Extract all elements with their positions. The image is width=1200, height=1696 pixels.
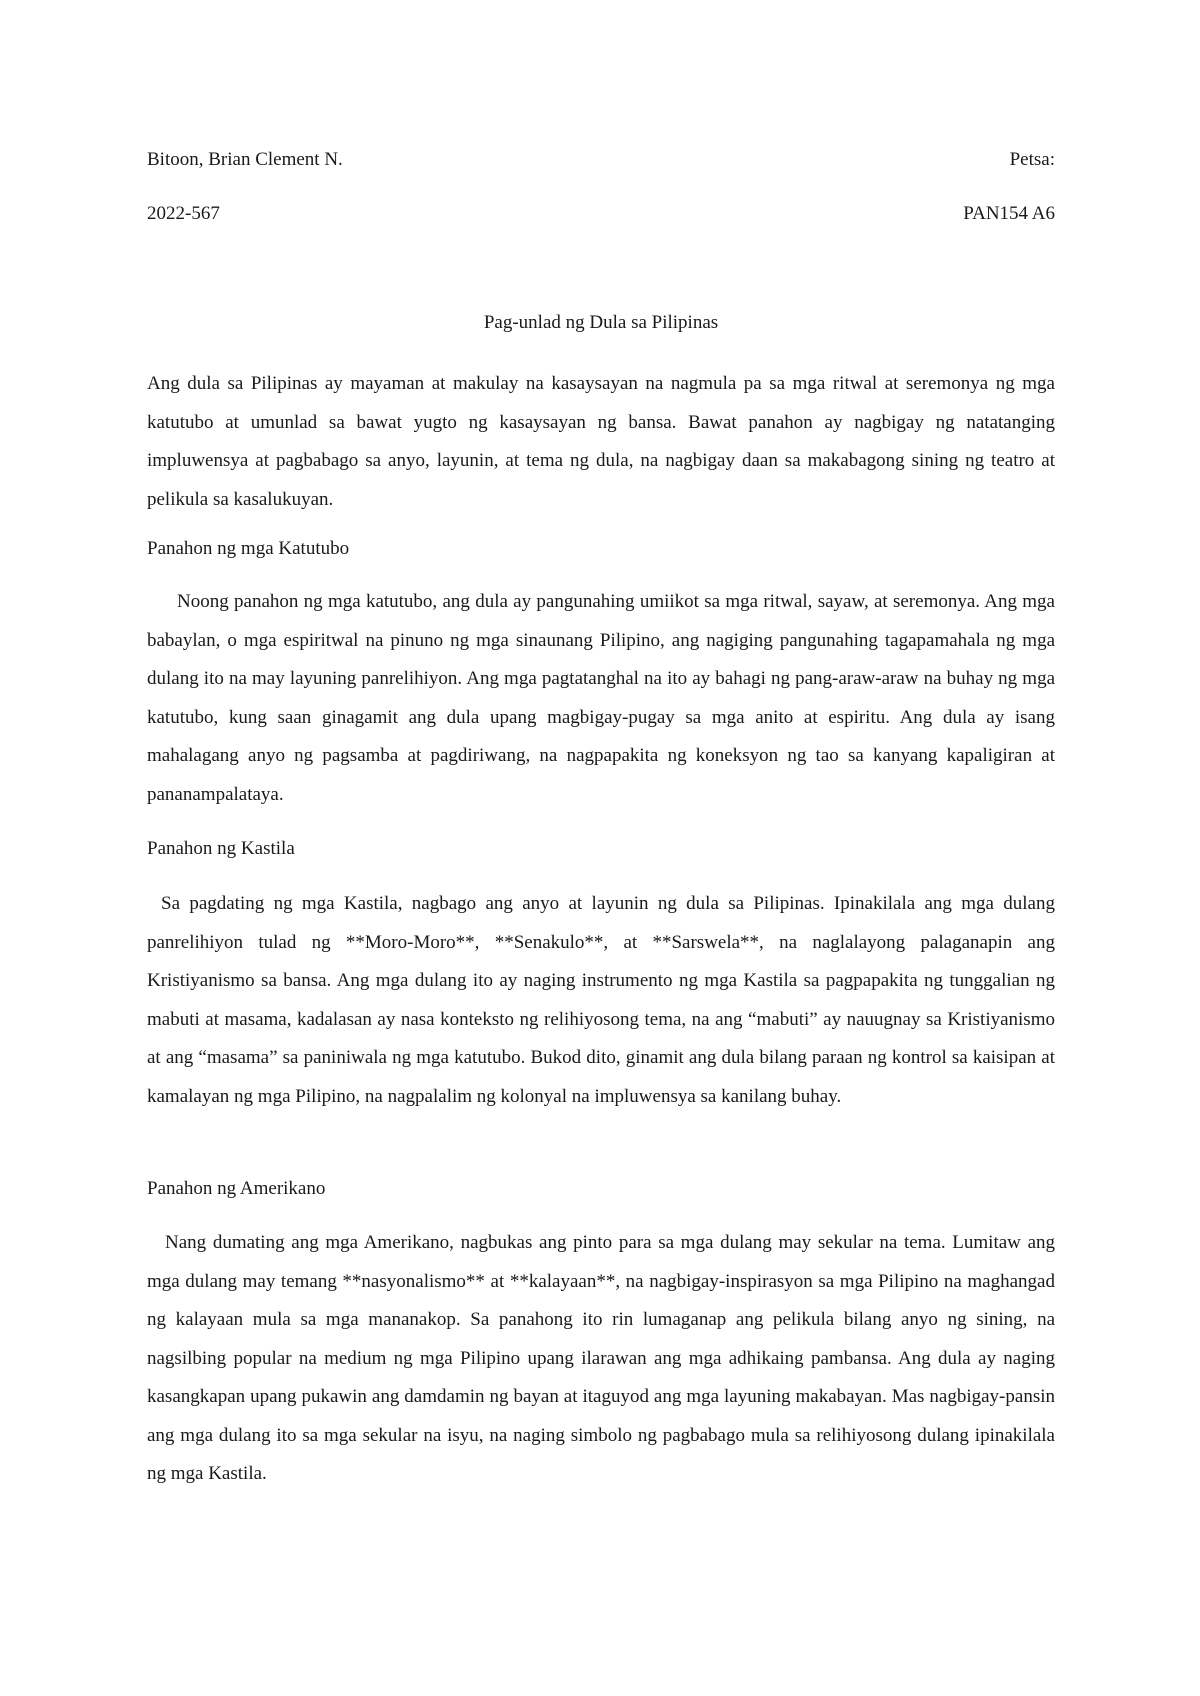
student-id: 2022-567 [147, 203, 220, 224]
section-heading-kastila: Panahon ng Kastila [147, 838, 295, 859]
section-body-amerikano: Nang dumating ang mga Amerikano, nagbukas ang pinto para sa mga dulang may sekular na tema. Lumitaw ang mga dulang may temang **nasyonalismo** at **kalayaan**, na nagbigay-inspirasyon sa mga Pilipino na maghangad ng kalayaan mula sa mga mananakop. Sa panahong ito rin lumaganap ang pelikula bilang anyo ng sining, na nagsilbing popular na medium ng mga Pilipino upang ilarawan ang mga adhikaing pambansa. Ang dula ay naging kasangkapan upang pukawin ang damdamin ng bayan at itaguyod ang mga layuning makabayan. Mas nagbigay-pansin ang mga dulang ito sa mga sekular na isyu, na naging simbolo ng pagbabago mula sa relihiyosong dulang ipinakilala ng mga Kastila. [147, 1232, 1055, 1484]
date-label: Petsa: [1009, 149, 1055, 170]
header-row-2 [147, 202, 1055, 226]
document-page [147, 0, 1055, 1696]
student-name: Bitoon, Brian Clement N. [147, 149, 343, 170]
section-heading-amerikano: Panahon ng Amerikano [147, 1178, 326, 1199]
section-body-kastila: Sa pagdating ng mga Kastila, nagbago ang anyo at layunin ng dula sa Pilipinas. Ipinakilala ang mga dulang panrelihiyon tulad ng **Moro-Moro**, **Senakulo**, at **Sarswela**, na naglalayong palaganapin ang Kristiyanismo sa bansa. Ang mga dulang ito ay naging instrumento ng mga Kastila sa pagpapakita ng tunggalian ng mabuti at masama, kadalasan ay nasa konteksto ng relihiyosong tema, na ang “mabuti” ay nauugnay sa Kristiyanismo at ang “masama” sa paniniwala ng mga katutubo. Bukod dito, ginamit ang dula bilang paraan ng kontrol sa kaisipan at kamalayan ng mga Pilipino, na nagpalalim ng kolonyal na impluwensya sa kanilang buhay. [147, 893, 1055, 1107]
header-row-1 [147, 148, 1055, 172]
document-title: Pag-unlad ng Dula sa Pilipinas [483, 312, 719, 333]
section-body-katutubo: Noong panahon ng mga katutubo, ang dula ay pangunahing umiikot sa mga ritwal, sayaw, at seremonya. Ang mga babaylan, o mga espiritwal na pinuno ng mga sinaunang Pilipino, ang nagiging pangunahing tagapamahala ng mga dulang ito na may layuning panrelihiyon. Ang mga pagtatanghal na ito ay bahagi ng pang-araw-araw na buhay ng mga katutubo, kung saan ginagamit ang dula upang magbigay-pugay sa mga anito at espiritu. Ang dula ay isang mahalagang anyo ng pagsamba at pagdiriwang, na nagpapakita ng koneksyon ng tao sa kanyang kapaligiran at pananampalataya. [147, 591, 1055, 805]
intro-paragraph: Ang dula sa Pilipinas ay mayaman at makulay na kasaysayan na nagmula pa sa mga ritwal at seremonya ng mga katutubo at umunlad sa bawat yugto ng kasaysayan ng bansa. Bawat panahon ay nagbigay ng natatanging impluwensya at pagbabago sa anyo, layunin, at tema ng dula, na nagbigay daan sa makabagong sining ng teatro at pelikula sa kasalukuyan. [147, 373, 1055, 510]
course-code: PAN154 A6 [963, 203, 1055, 224]
section-heading-katutubo: Panahon ng mga Katutubo [147, 538, 350, 559]
